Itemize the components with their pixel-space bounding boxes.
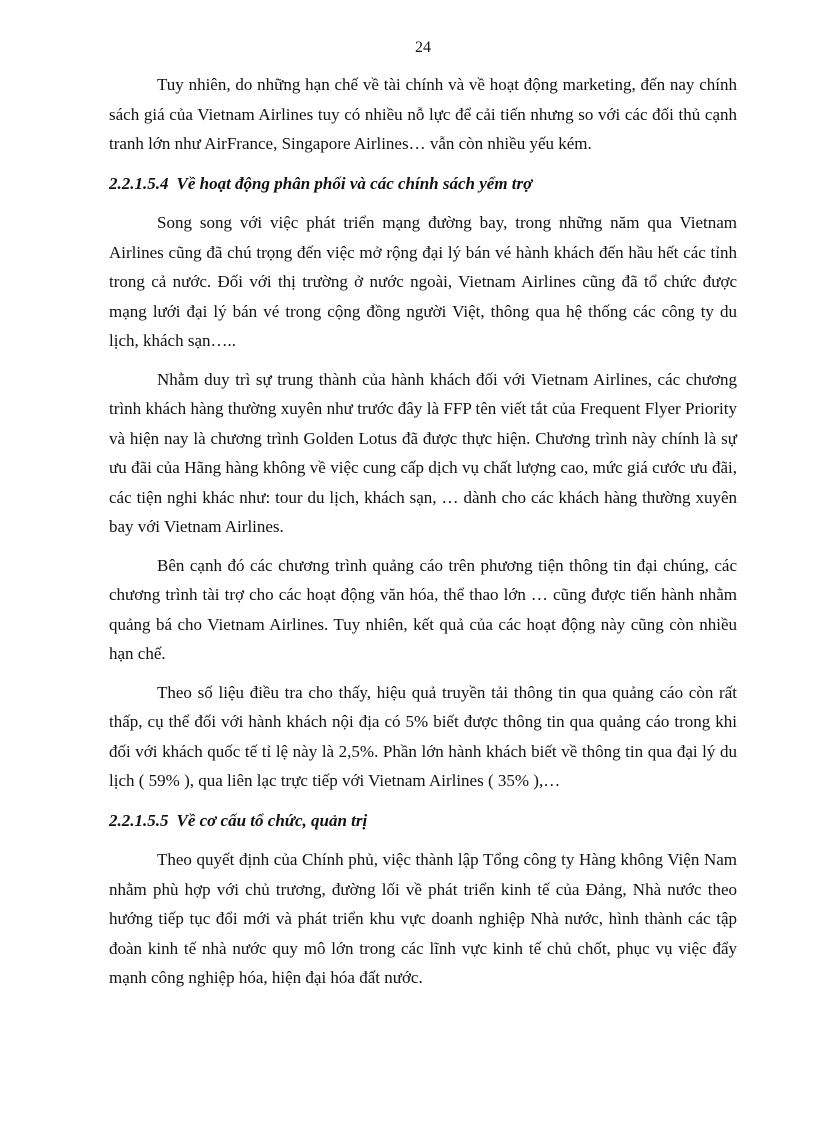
intro-paragraph: Tuy nhiên, do những hạn chế về tài chính và về hoạt động marketing, đến nay chính sách giá của Vietnam Airlines tuy có nhiều nỗ lực để cải tiến nhưng so với các đối thủ cạnh tranh lớn như AirFrance, Singapore Airlines… vẫn còn nhiều yếu kém. (109, 75, 737, 153)
section-number: 2.2.1.5.4 (109, 173, 169, 193)
paragraph-survey-results: Theo số liệu điều tra cho thấy, hiệu quả truyền tải thông tin qua quảng cáo còn rất thấp, cụ thể đối với hành khách nội địa có 5% biết được thông tin qua quảng cáo trong khi đối với khách quốc tế tỉ lệ này là 2,5%. Phần lớn hành khách biết về thông tin qua đại lý du lịch ( 59% ), qua liên lạc trực tiếp với Vietnam Airlines ( 35% ),… (109, 682, 737, 790)
page-number: 24 (415, 39, 431, 56)
paragraph-loyalty-program: Nhằm duy trì sự trung thành của hành khách đối với Vietnam Airlines, các chương trình khách hàng thường xuyên như trước đây là FFP tên viết tắt của Frequent Flyer Priority và hiện nay là chương trình Golden Lotus đã được thực hiện. Chương trình này chính là sự ưu đãi của Hãng hàng không về việc cung cấp dịch vụ chất lượng cao, mức giá cước ưu đãi, các tiện nghi khác như: tour du lịch, khách sạn, … dành cho các khách hàng thường xuyên bay với Vietnam Airlines. (109, 369, 737, 536)
section-title: Về hoạt động phân phối và các chính sách yểm trợ (176, 173, 533, 193)
document-page (109, 38, 737, 993)
paragraph-advertising: Bên cạnh đó các chương trình quảng cáo trên phương tiện thông tin đại chúng, các chương trình tài trợ cho các hoạt động văn hóa, thể thao lớn … cũng được tiến hành nhằm quảng bá cho Vietnam Airlines. Tuy nhiên, kết quả của các hoạt động này cũng còn nhiều hạn chế. (109, 555, 737, 663)
paragraph-agency-network: Song song với việc phát triển mạng đường bay, trong những năm qua Vietnam Airlines cũng đã chú trọng đến việc mở rộng đại lý bán vé hành khách đến hầu hết các tỉnh trong cả nước. Đối với thị trường ở nước ngoài, Vietnam Airlines cũng đã tổ chức được mạng lưới đại lý bán vé trong cộng đồng người Việt, thông qua hệ thống các công ty du lịch, khách sạn….. (109, 213, 737, 350)
section-title: Về cơ cấu tổ chức, quản trị (176, 810, 368, 830)
paragraph-government-decision: Theo quyết định của Chính phủ, việc thành lập Tổng công ty Hàng không Viện Nam nhằm phù hợp với chủ trương, đường lối về phát triển kinh tế của Đảng, Nhà nước theo hướng tiếp tục đổi mới và phát triển khu vực doanh nghiệp Nhà nước, hình thành các tập đoàn kinh tế nhà nước quy mô lớn trong các lĩnh vực kinh tế chủ chốt, phục vụ việc đẩy mạnh công nghiệp hóa, hiện đại hóa đất nước. (109, 850, 737, 987)
section-heading-organization (109, 806, 737, 836)
section-number: 2.2.1.5.5 (109, 810, 169, 830)
section-heading-distribution (109, 169, 737, 199)
